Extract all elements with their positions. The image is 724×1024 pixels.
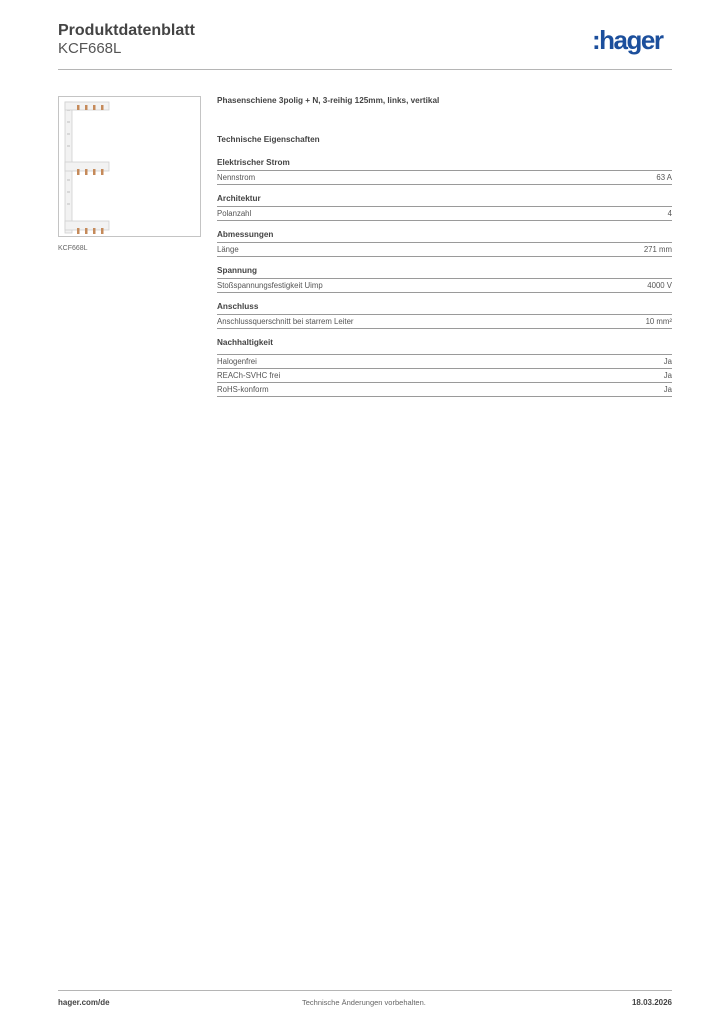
spec-group-architektur bbox=[217, 194, 672, 221]
spec-value: 63 A bbox=[656, 173, 672, 182]
header-divider bbox=[58, 69, 672, 70]
spec-value: 4000 V bbox=[647, 281, 672, 290]
product-image-caption: KCF668L bbox=[58, 245, 88, 252]
footer-divider bbox=[58, 990, 672, 991]
spec-label: Stoßspannungsfestigkeit Uimp bbox=[217, 281, 323, 290]
spec-group-abmessungen bbox=[217, 230, 672, 257]
document-title: Produktdatenblatt bbox=[58, 22, 195, 39]
spec-row-reach-svhc bbox=[217, 368, 672, 382]
spec-label: Nennstrom bbox=[217, 173, 256, 182]
spec-row-stossspannung bbox=[217, 278, 672, 293]
spec-row-nennstrom bbox=[217, 170, 672, 185]
spec-label: Anschlussquerschnitt bei starrem Leiter bbox=[217, 317, 354, 326]
spec-group-title: Nachhaltigkeit bbox=[217, 338, 273, 347]
spec-value: Ja bbox=[663, 357, 672, 366]
spec-section-heading: Technische Eigenschaften bbox=[217, 135, 320, 144]
spec-group-anschluss bbox=[217, 302, 672, 329]
hager-logo bbox=[592, 26, 674, 56]
product-code: KCF668L bbox=[58, 40, 122, 57]
spec-group-title: Anschluss bbox=[217, 302, 259, 311]
spec-value: Ja bbox=[663, 371, 672, 380]
spec-group-title: Abmessungen bbox=[217, 230, 274, 239]
spec-label: Polanzahl bbox=[217, 209, 252, 218]
spec-label: RoHS-konform bbox=[217, 385, 269, 394]
spec-row-rohs bbox=[217, 382, 672, 397]
spec-group-nachhaltigkeit bbox=[217, 338, 672, 397]
product-description: Phasenschiene 3polig + N, 3-reihig 125mm, links, vertikal bbox=[217, 96, 440, 105]
spec-value: Ja bbox=[663, 385, 672, 394]
spec-row-anschlussquerschnitt bbox=[217, 314, 672, 329]
footer-notice: Technische Änderungen vorbehalten. bbox=[302, 998, 426, 1007]
spec-group-title: Elektrischer Strom bbox=[217, 158, 290, 167]
spec-group-title: Architektur bbox=[217, 194, 261, 203]
spec-group-title: Spannung bbox=[217, 266, 258, 275]
spec-value: 4 bbox=[667, 209, 672, 218]
spec-column bbox=[217, 96, 672, 406]
busbar-illustration bbox=[59, 97, 200, 236]
spec-label: Halogenfrei bbox=[217, 357, 257, 366]
spec-group-spannung bbox=[217, 266, 672, 293]
spec-row-laenge bbox=[217, 242, 672, 257]
product-image bbox=[58, 96, 201, 237]
spec-label: REACh-SVHC frei bbox=[217, 371, 281, 380]
footer-website: hager.com/de bbox=[58, 998, 110, 1007]
spec-label: Länge bbox=[217, 245, 239, 254]
hager-logo-text: :hager bbox=[592, 26, 663, 55]
spec-value: 271 mm bbox=[643, 245, 672, 254]
spec-row-polanzahl bbox=[217, 206, 672, 221]
spec-value: 10 mm² bbox=[645, 317, 672, 326]
footer-date: 18.03.2026 bbox=[631, 998, 672, 1007]
spec-row-halogenfrei bbox=[217, 354, 672, 368]
spec-group-elektrischer-strom bbox=[217, 158, 672, 185]
